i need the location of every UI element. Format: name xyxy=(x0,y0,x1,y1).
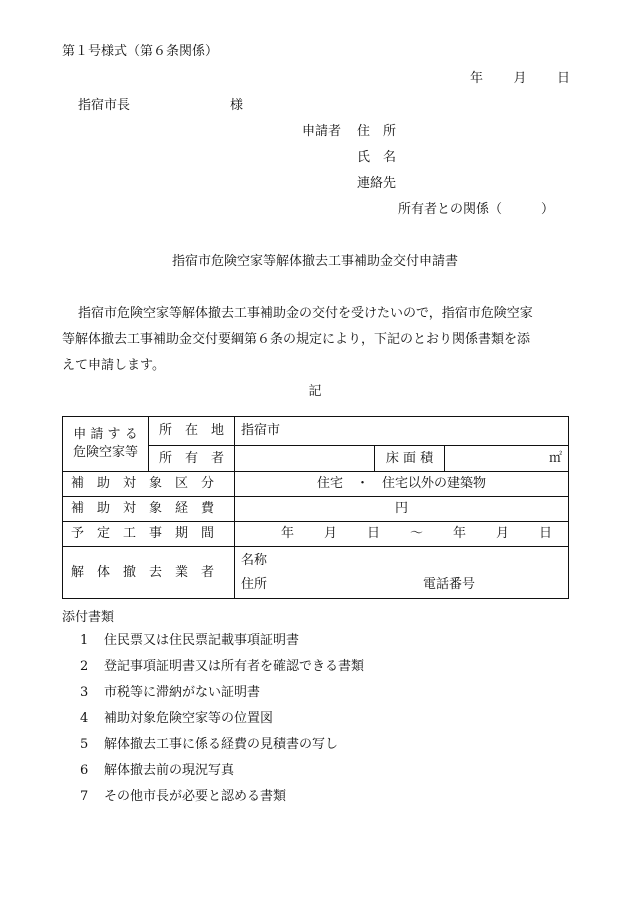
period-start-year: 年 xyxy=(281,526,295,541)
attachment-text: 解体撤去前の現況写真 xyxy=(104,763,235,778)
body-line-1: 指宿市危険空家等解体撤去工事補助金の交付を受けたいので，指宿市危険空家 xyxy=(78,306,533,321)
ki-heading: 記 xyxy=(308,384,322,399)
attachment-number: 7 xyxy=(80,789,89,804)
attachment-item xyxy=(80,658,364,676)
cost-label: 補 助 対 象 経 費 xyxy=(63,497,235,522)
attachment-item xyxy=(80,736,338,754)
addressee-name: 指宿市長 xyxy=(78,98,131,113)
date-line xyxy=(470,70,570,88)
applicant-name-label: 氏 名 xyxy=(357,150,397,165)
attachment-text: 解体撤去工事に係る経費の見積書の写し xyxy=(104,737,339,752)
date-month-label: 月 xyxy=(513,71,527,86)
table-row-period xyxy=(63,522,569,547)
period-end-month: 月 xyxy=(496,526,510,541)
period-end-day: 日 xyxy=(539,526,553,541)
owner-label: 所 有 者 xyxy=(149,446,235,472)
contractor-address-label: 住所 xyxy=(241,576,268,592)
attachment-number: 6 xyxy=(80,763,89,778)
location-value[interactable]: 指宿市 xyxy=(235,417,569,446)
attachment-number: 3 xyxy=(80,685,89,700)
contractor-label: 解 体 撤 去 業 者 xyxy=(63,547,235,599)
table-row-subsidy-type xyxy=(63,472,569,497)
contractor-phone-label: 電話番号 xyxy=(423,576,476,592)
contractor-value[interactable] xyxy=(235,547,569,599)
attachment-number: 2 xyxy=(80,659,89,674)
attachments-heading: 添付書類 xyxy=(62,610,115,625)
date-year-label: 年 xyxy=(470,71,484,86)
period-label: 予 定 工 事 期 間 xyxy=(63,522,235,547)
cost-unit[interactable]: 円 xyxy=(235,497,569,522)
date-day-label: 日 xyxy=(556,71,570,86)
table-row-cost xyxy=(63,497,569,522)
applicant-contact-label: 連絡先 xyxy=(357,176,397,191)
group-label-line2: 危険空家等 xyxy=(72,445,138,460)
floor-area-unit[interactable]: ㎡ xyxy=(445,446,569,472)
period-separator: ～ xyxy=(410,526,424,541)
contractor-name-label: 名称 xyxy=(241,552,268,568)
subsidy-type-label: 補 助 対 象 区 分 xyxy=(63,472,235,497)
owner-value[interactable] xyxy=(235,446,375,472)
location-label: 所 在 地 xyxy=(149,417,235,446)
table-row-contractor xyxy=(63,547,569,599)
table-row-location xyxy=(63,417,569,446)
target-property-group-cell xyxy=(63,417,149,472)
attachment-item xyxy=(80,684,260,702)
attachment-item xyxy=(80,762,234,780)
attachment-text: 補助対象危険空家等の位置図 xyxy=(104,711,274,726)
group-label-line1: 申 請 す る xyxy=(73,427,138,442)
floor-area-label: 床 面 積 xyxy=(375,446,445,472)
attachment-item xyxy=(80,710,273,728)
attachment-number: 4 xyxy=(80,711,89,726)
attachment-text: その他市長が必要と認める書類 xyxy=(104,789,287,804)
form-number: 第１号様式（第６条関係） xyxy=(62,44,219,59)
body-line-3: えて申請します。 xyxy=(62,358,165,373)
period-value[interactable] xyxy=(235,522,569,547)
attachment-text: 住民票又は住民票記載事項証明書 xyxy=(104,633,300,648)
applicant-heading: 申請者 xyxy=(302,124,342,139)
attachment-item xyxy=(80,632,299,650)
owner-relation-label: 所有者との関係（ ） xyxy=(398,202,555,217)
body-line-2: 等解体撤去工事補助金交付要綱第６条の規定により，下記のとおり関係書類を添 xyxy=(62,332,531,347)
attachment-item xyxy=(80,788,286,806)
period-start-day: 日 xyxy=(367,526,381,541)
period-end-year: 年 xyxy=(453,526,467,541)
period-start-month: 月 xyxy=(324,526,338,541)
attachment-text: 登記事項証明書又は所有者を確認できる書類 xyxy=(104,659,365,674)
addressee-honorific: 様 xyxy=(230,98,244,113)
document-title: 指宿市危険空家等解体撤去工事補助金交付申請書 xyxy=(171,254,458,269)
attachment-number: 1 xyxy=(80,633,89,648)
application-table xyxy=(62,416,569,599)
attachment-number: 5 xyxy=(80,737,89,752)
subsidy-type-value[interactable]: 住宅 ・ 住宅以外の建築物 xyxy=(235,472,569,497)
applicant-address-label: 住 所 xyxy=(357,124,397,139)
attachment-text: 市税等に滞納がない証明書 xyxy=(104,685,261,700)
